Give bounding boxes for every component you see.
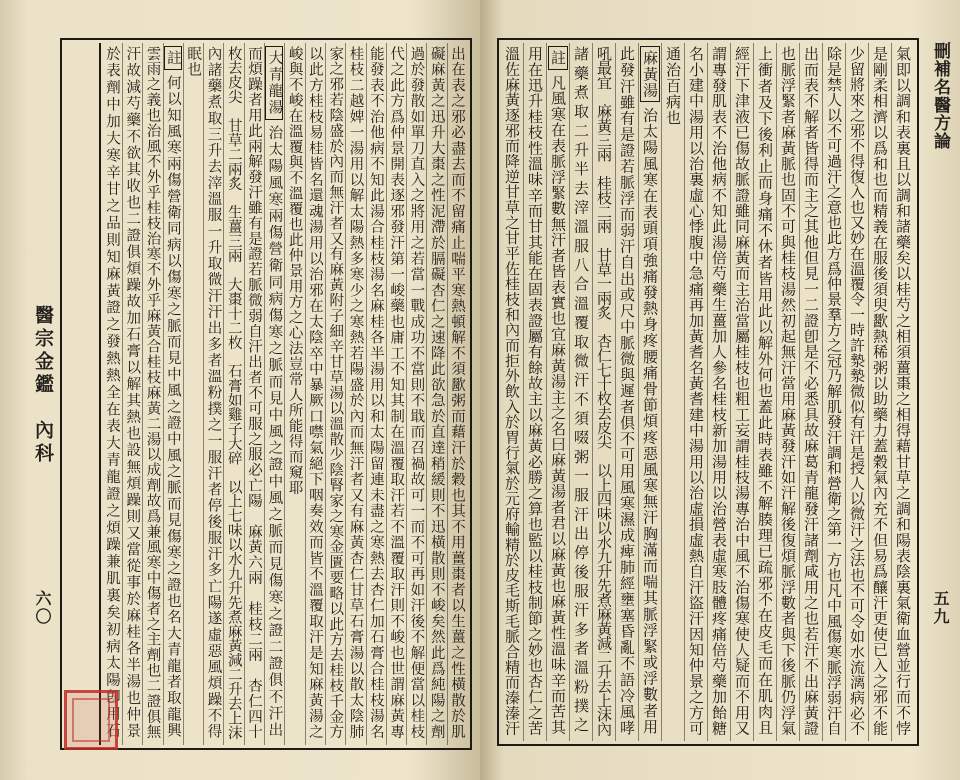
column-text: 能發表不治他病不知此湯合桂枝湯名麻桂各半湯用以和太陽留連未盡之寒熱去杏仁加石膏合桂枝湯名 bbox=[367, 46, 384, 740]
column-text: 代之此方爲仲景開表逐邪發汗第一峻藥也庸工不知其制在溫覆取汗若不溫覆取汗則不峻也世謂麻黃專 bbox=[388, 46, 405, 740]
column-text: 此發汗雖有是證若脈浮而弱汗自出或尺中脈微與遲者俱不可用風寒濕成痺肺經壅塞昏亂不語冷風哮 bbox=[618, 46, 636, 736]
text-column bbox=[661, 43, 684, 741]
column-text: 出在表之邪必盡去而不留痛止喘平寒熱頓解不須歠粥而藉汗於穀也其不用薑棗者以生薑之性橫散於肌 bbox=[449, 46, 465, 740]
text-column bbox=[264, 43, 284, 745]
column-text: 家之邪若陰盛於內而無汗者又有麻黃附子細辛甘草湯以溫散少陰腎家之寒金匱要略以此方去桂枝千金方 bbox=[327, 46, 344, 740]
text-column bbox=[546, 43, 569, 741]
column-text: 通治百病也 bbox=[664, 46, 682, 126]
text-column bbox=[386, 43, 406, 745]
text-column bbox=[305, 43, 325, 745]
text-columns bbox=[500, 43, 914, 741]
text-column bbox=[244, 43, 264, 745]
section-name: 內科 bbox=[32, 420, 54, 466]
text-column bbox=[868, 43, 891, 741]
column-text: 桂枝二越婢一湯用以解太陽熱多寒少之寒熱若陽盛於內而無汗者又有麻黃杏仁甘草石膏湯以散太陰肺 bbox=[347, 46, 364, 740]
text-column bbox=[142, 43, 162, 745]
section-label: 註 bbox=[548, 46, 568, 70]
text-column bbox=[426, 43, 446, 745]
text-column bbox=[776, 43, 799, 741]
column-text: 峻與不峻在溫覆與不溫覆也此仲景用方之心法豈常人所能得而窺耶 bbox=[286, 46, 303, 496]
column-text: 少留將來之邪不得復入也又妙在溫覆令一時許漐漐微似有汗是授人以微汗之法也不可令如水流漓病必不 bbox=[848, 46, 866, 736]
column-text: 上衝者及下後利止而身痛不休者皆用此以解外何也蓋此時表雖不解腠理已疏邪不在皮毛而在肌肉且 bbox=[756, 46, 774, 736]
column-text: 除是禁人以不可過汗之意也此方爲仲景羣方之冠乃解肌發汗調和營衛之第一方也凡中風傷寒脈浮弱汗自 bbox=[825, 46, 843, 736]
column-text: 氣即以調和表裏且以調和諸藥矣以桂芍之相須薑棗之相得藉甘草之調和陽表陰裏氣衛血營並行而不悖 bbox=[894, 46, 912, 736]
text-column bbox=[707, 43, 730, 741]
column-text: 謂專發肌表不治他病不知此湯倍芍藥生薑加人參名桂枝新加湯用以治營表虛寒肢體疼痛倍芍藥加飴糖 bbox=[710, 46, 728, 736]
page-number: 五九 bbox=[931, 590, 950, 626]
book-title: 醫宗金鑑 bbox=[32, 305, 54, 397]
text-column bbox=[284, 43, 304, 745]
column-text: 以此方桂枝易桂皆名還魂湯用以治邪在太陰卒中暴厥口噤氣絕下咽奏效而皆不溫覆取汗是知麻黃湯之 bbox=[306, 46, 323, 740]
text-column bbox=[845, 43, 868, 741]
text-column bbox=[183, 43, 203, 745]
red-seal-stamp bbox=[64, 690, 118, 750]
text-column bbox=[592, 43, 615, 741]
text-column bbox=[223, 43, 243, 745]
page-number: 六〇 bbox=[33, 590, 52, 626]
column-text: 而煩躁者用此兩解發汗雖有是證若脈微弱自汗出者不可服之服必亡陽 麻黃六兩 桂枝二兩 杏仁四十 bbox=[246, 46, 263, 740]
text-column bbox=[325, 43, 345, 745]
text-frame bbox=[497, 38, 919, 746]
text-column bbox=[447, 43, 467, 745]
text-column bbox=[753, 43, 776, 741]
column-text: 雲雨之義也治風不外乎桂枝治寒不外乎麻黃合桂枝麻黃二湯以成劑故爲兼風寒中傷者之主劑也二證俱無 bbox=[144, 46, 161, 740]
column-text: 吼最宜 麻黃三兩 桂枝二兩 甘草一兩炙 杏仁七十枚去皮尖 以上四味以水九升先煮麻黃減二升去上沫內 bbox=[595, 46, 613, 736]
column-text: 凡風寒在表脈浮緊數無汗者皆表實也宜麻黃湯主之名曰麻黃湯者君以麻黃也麻黃性溫味辛而苦其 bbox=[549, 74, 567, 735]
column-text: 用在迅升桂枝性溫味辛而甘其能在固表證屬有餘故主以麻黃必勝之算也監以桂枝制節之妙也杏仁之苦 bbox=[526, 46, 544, 736]
text-column bbox=[638, 43, 661, 741]
column-text: 諸藥煮取二升半去滓溫服八合溫覆取微汗不須啜粥一服汗出停後服汗多者溫粉撲之 bbox=[572, 46, 590, 737]
column-text: 出而表不解者皆得而主之其他但見一二證卽是不必悉具故麻葛青龍發汗諸劑咸用之也若汗不出麻黃證 bbox=[802, 46, 820, 736]
running-header: 刪補名醫方論 bbox=[930, 42, 950, 150]
column-text: 於表劑中加大寒辛甘之品則知麻黃證之發熱熱全在表大青龍證之煩躁兼肌裏矣初病太陽卽用石 bbox=[103, 46, 120, 741]
column-text: 經汗下津液已傷故脈證雖同麻黃而主治當屬桂枝也粗工妄謂桂枝湯專治中風不治傷寒使人疑而不用又 bbox=[733, 46, 751, 736]
text-frame bbox=[60, 38, 472, 750]
text-columns bbox=[99, 43, 467, 745]
text-column bbox=[891, 43, 914, 741]
text-column bbox=[345, 43, 365, 745]
column-text: 汗故減芍藥不欲其收也二證俱煩躁故加石膏以解其熱也設無煩躁則又當從事於麻桂各半湯也仲景 bbox=[124, 46, 141, 740]
column-text: 枚去皮尖 甘草二兩炙 生薑三兩 大棗十二枚 石膏如雞子大碎 以上七味以水九升先煮麻黃減二升去上沫 bbox=[225, 46, 242, 740]
right-page bbox=[480, 0, 960, 780]
section-label: 大青龍湯 bbox=[265, 46, 283, 120]
text-column bbox=[406, 43, 426, 745]
text-column bbox=[102, 43, 122, 745]
text-column bbox=[163, 43, 183, 745]
text-column bbox=[366, 43, 386, 745]
column-text: 也脈浮緊者麻黃脈也固不可與桂枝湯然初起無汗當用麻黃發汗如汗解後復煩脈浮數者與下後脈仍浮氣 bbox=[779, 46, 797, 736]
column-text: 是剛柔相濟以爲和也而精義在服後須臾歠熱稀粥以助藥力蓋穀氣內充不但易爲釀汗更使已入之邪不能 bbox=[871, 46, 889, 736]
column-text: 眠也 bbox=[185, 46, 202, 77]
text-column bbox=[122, 43, 142, 745]
column-text: 礙麻黃之迅升大棗之性泥滯於膈礙杏仁之速降此欲急於直達稍緩則不迅橫散則不峻矣然此爲純陽之劑 bbox=[428, 46, 445, 740]
text-column bbox=[799, 43, 822, 741]
section-label: 註 bbox=[164, 46, 182, 70]
text-column bbox=[500, 43, 523, 741]
text-column bbox=[822, 43, 845, 741]
text-column bbox=[684, 43, 707, 741]
text-column bbox=[523, 43, 546, 741]
column-text: 治太陽風寒在表頭項強痛發熱身疼腰痛骨節煩疼惡風寒無汗胸滿而喘其脈浮緊或浮數者用 bbox=[641, 107, 659, 735]
text-column bbox=[203, 43, 223, 745]
section-label: 麻黃湯 bbox=[640, 46, 660, 102]
text-column bbox=[730, 43, 753, 741]
column-text: 內諸藥煮取三升去滓溫服一升取微汗汗出多者溫粉撲之一服汗者停後服汗多亡陽遂虛惡風煩躁不得 bbox=[205, 46, 222, 741]
column-text: 治太陽風寒兩傷營衛同病傷寒之脈而見中風之證中風之脈而見傷寒之證二證俱不汗出 bbox=[266, 125, 283, 739]
column-text: 何以知風寒兩傷營衛同病以傷寒之脈而見中風之證中風之脈而見傷寒之證也名大青龍者取龍興 bbox=[164, 75, 181, 739]
column-text: 名小建中湯用以治裏虛心悸腹中急痛再加黃耆名黃耆建中湯用以治虛損虛熱自汗盜汗因知仲景之方可 bbox=[687, 46, 705, 736]
text-column bbox=[615, 43, 638, 741]
text-column bbox=[569, 43, 592, 741]
column-text: 過於發散如單刀直入之將用之若當一戰成功不當則不戢而召禍故可一而不可再如汗後不解便當以桂枝 bbox=[408, 46, 425, 740]
column-text: 溫佐麻黃逐邪而降逆甘草之甘平佐桂枝和內而拒外飲入於胃行氣於元府輸精於皮毛斯毛脈合精而溱溱汗 bbox=[503, 46, 521, 736]
